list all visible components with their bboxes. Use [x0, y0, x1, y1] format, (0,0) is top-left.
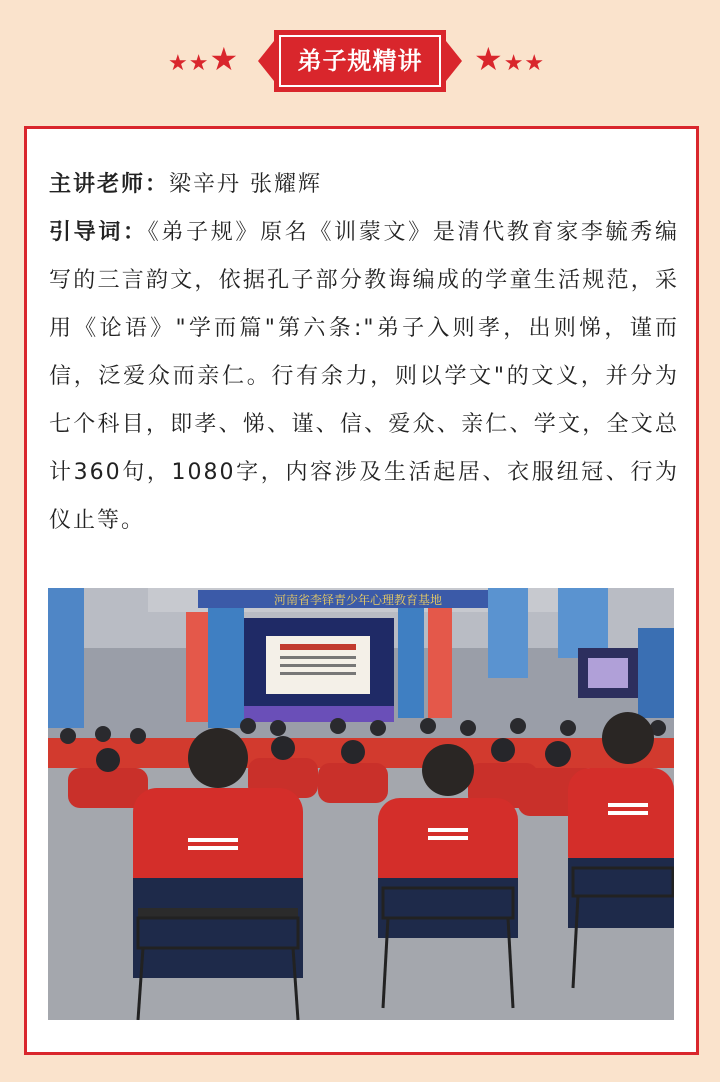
lecture-photo [48, 588, 674, 1020]
guide-text: 《弟子规》原名《训蒙文》是清代教育家李毓秀编写的三言韵文，依据孔子部分教诲编成的学童生活规范，采用《论语》"学而篇"第六条:"弟子入则孝，出则悌，谨而信，泛爱众而亲仁。行有余力，则以学文"的文义，并分为七个科目，即孝、悌、谨、信、爱众、亲仁、学文，全文总计360句，1080字，内容涉及生活起居、衣服纽冠、行为仪止等。 [49, 220, 679, 533]
hall-banner-text: 河南省李铎青少年心理教育基地 [273, 593, 443, 607]
lecturers-line [49, 161, 679, 209]
lecture-hall-image [48, 588, 674, 1020]
intro-text [49, 161, 679, 545]
section-header [0, 30, 720, 92]
lecturers-label: 主讲老师： [49, 172, 170, 197]
lecturers-value: 梁辛丹 张耀辉 [169, 172, 323, 197]
guide-label: 引导词： [49, 220, 148, 245]
guide-paragraph [49, 209, 679, 545]
left-stars-decoration: ★★★ [168, 40, 240, 78]
page-title: 弟子规精讲 [297, 47, 423, 75]
content-card [24, 126, 699, 1055]
right-stars-decoration: ★★★ [474, 40, 546, 78]
title-banner [258, 30, 462, 92]
